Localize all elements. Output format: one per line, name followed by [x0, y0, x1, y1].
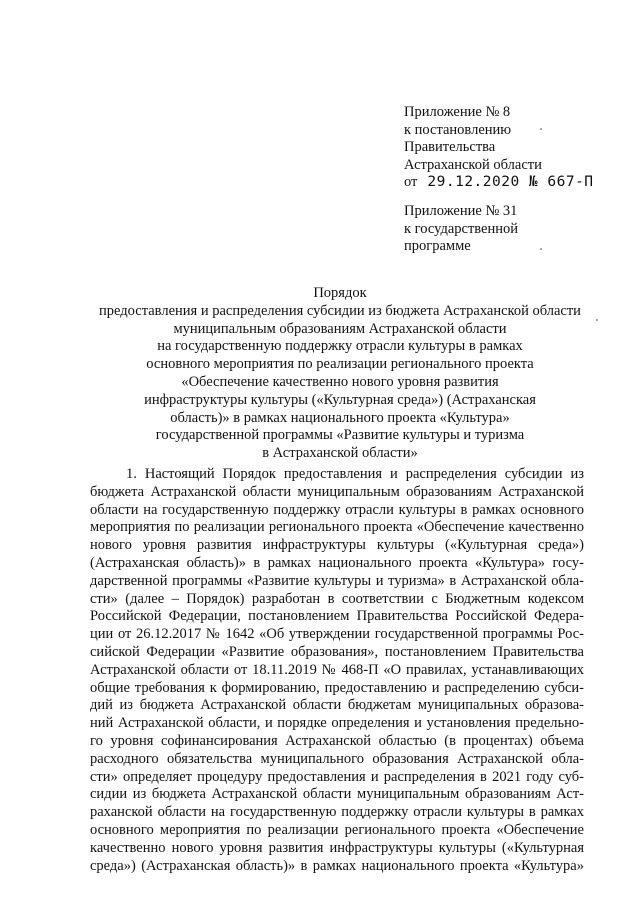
annex-primary	[404, 104, 594, 192]
scan-speck	[540, 248, 542, 250]
title-line: на государственную поддержку отрасли культуры в рамках	[157, 338, 523, 355]
body-line: сидии из бюджета Астраханской области муниципальным образованиям Аст-	[90, 786, 584, 803]
document-title	[60, 285, 620, 463]
body-line: дий из бюджета Астраханской области бюджетам муниципальных образова-	[90, 697, 584, 714]
annex-date-prefix: от	[404, 174, 418, 190]
scan-speck	[596, 319, 598, 321]
body-line: (Астраханская область)» в рамках национального проекта «Культура» госу-	[90, 554, 584, 571]
body-line: го уровня софинансирования Астраханской областью (в процентах) объема	[90, 732, 584, 749]
title-line: область)» в рамках национального проекта «Культура»	[170, 409, 510, 426]
title-line: «Обеспечение качественно нового уровня развития	[181, 373, 499, 390]
annex-primary-line: к постановлению	[404, 121, 512, 138]
title-line: основного мероприятия по реализации регионального проекта	[146, 356, 534, 373]
title-line: инфраструктуры культуры («Культурная среда») (Астраханская	[144, 391, 536, 408]
title-line: муниципальным образованиям Астраханской области	[173, 320, 507, 337]
body-line: основного мероприятия по реализации регионального проекта «Обеспечение	[90, 821, 584, 838]
body-line: Российской Федерации, постановлением Правительства Российской Федера-	[90, 608, 584, 625]
body-line: раханской области на государственную поддержку отрасли культуры в рамках	[90, 804, 584, 821]
body-line: дарственной программы «Развитие культуры и туризма» в Астраханской обла-	[90, 572, 584, 589]
title-line: Порядок	[313, 285, 367, 301]
annex-secondary-line: к государственной	[404, 220, 519, 237]
title-line: государственной программы «Развитие культуры и туризма	[155, 427, 525, 444]
annex-secondary-line: программе	[404, 238, 471, 254]
body-line: Астраханской области от 18.11.2019 № 468-П «О правилах, устанавливающих	[90, 661, 584, 678]
body-line: общие требования к формированию, предоставлению и распределению субси-	[90, 679, 584, 696]
body-line: мероприятия по реализации регионального проекта «Обеспечение качественно	[90, 519, 584, 536]
body-line: области на государственную поддержку отрасли культуры в рамках основного	[90, 501, 584, 518]
body-line: нового уровня развития инфраструктуры культуры («Культурная среда»)	[90, 537, 584, 554]
body-line: расходного обязательства муниципального образования Астраханской обла-	[90, 750, 584, 767]
title-line: предоставления и распределения субсидии из бюджета Астраханской области	[99, 302, 581, 319]
body-line: бюджета Астраханской области муниципальным образованиям Астраханской	[90, 483, 584, 500]
body-line: ции от 26.12.2017 № 1642 «Об утверждении государственной программы Рос-	[90, 626, 584, 643]
body-line: сийской Федерации «Развитие образования», постановлением Правительства	[90, 643, 584, 660]
annex-date-handwritten: 29.12.2020 № 667-П	[427, 174, 594, 190]
annex-primary-line: Приложение № 8	[404, 104, 511, 120]
title-line: в Астраханской области»	[262, 445, 418, 462]
annex-secondary	[404, 203, 518, 256]
annex-date-line	[404, 174, 594, 192]
body-line: сти» (далее – Порядок) разработан в соответствии с Бюджетным кодексом	[90, 590, 584, 607]
body-line: качественно нового уровня развития инфраструктуры культуры («Культурная	[90, 839, 584, 856]
body-line: ний Астраханской области, и порядке определения и установления предельно-	[90, 715, 584, 732]
body-line: сти» определяет процедуру предоставления и распределения в 2021 году суб-	[90, 768, 584, 785]
scan-speck	[540, 128, 542, 130]
annex-secondary-line: Приложение № 31	[404, 203, 518, 219]
annex-primary-line: Правительства	[404, 139, 496, 155]
annex-primary-line: Астраханской области	[404, 156, 542, 173]
body-paragraph	[90, 466, 584, 875]
body-line: 1. Настоящий Порядок предоставления и распределения субсидии из	[126, 466, 584, 482]
body-line: среда») (Астраханская область)» в рамках национального проекта «Культура»	[90, 857, 584, 874]
